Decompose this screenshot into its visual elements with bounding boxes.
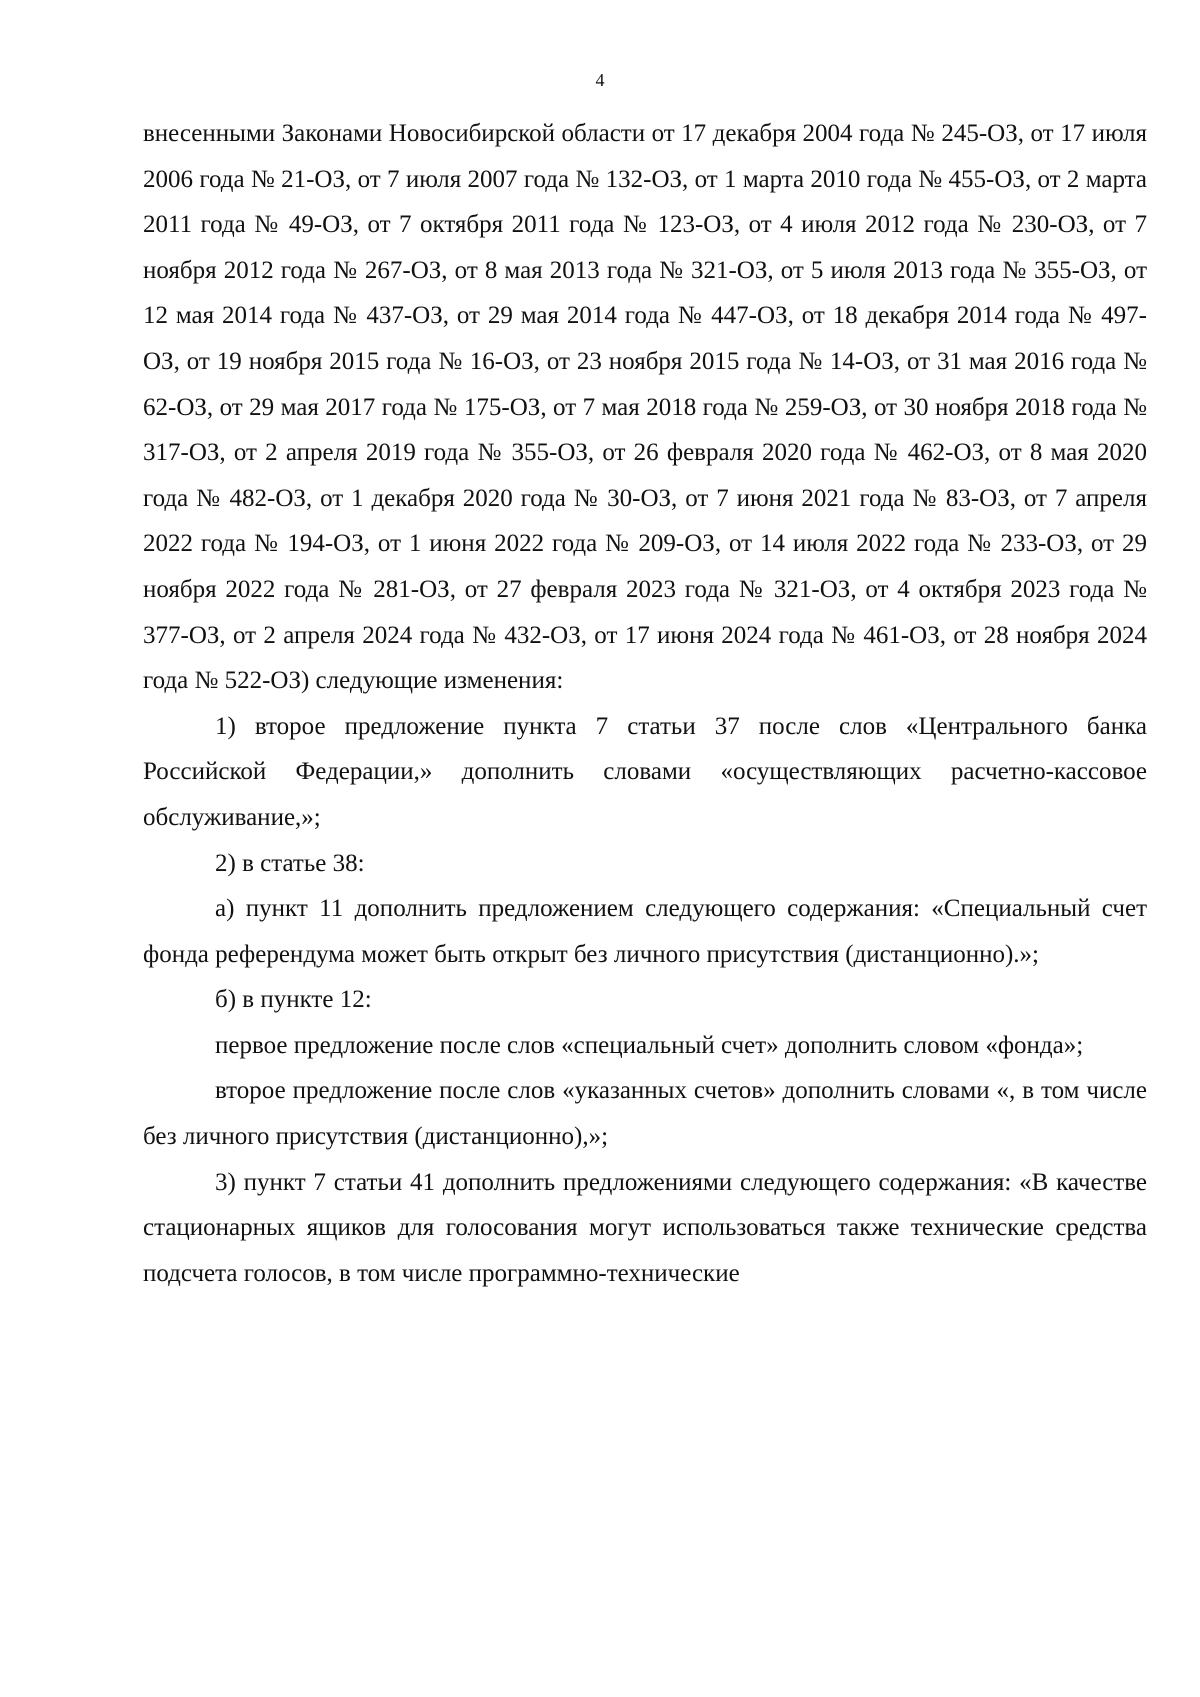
paragraph-item-2: 2) в статье 38: bbox=[215, 849, 365, 877]
paragraph-item-2b-second: второе предложение после слов «указанных счетов» дополнить словами «, в том числе без личного присутствия (дистанционно),»; bbox=[143, 1077, 1147, 1151]
paragraph-item-3: 3) пункт 7 статьи 41 дополнить предложениями следующего содержания: «В качестве стационарных ящиков для голосования могут использоваться также технические средства подсчета голосов, в том числе программно-технические bbox=[143, 1168, 1147, 1287]
paragraph-amendment-list: внесенными Законами Новосибирской области от 17 декабря 2004 года № 245-ОЗ, от 17 июля 2006 года № 21-ОЗ, от 7 июля 2007 года № 132-ОЗ, от 1 марта 2010 года № 455-ОЗ, от 2 марта 2011 года № 49-ОЗ, от 7 октября 2011 года № 123-ОЗ, от 4 июля 2012 года № 230-ОЗ, от 7 ноября 2012 года № 267-ОЗ, от 8 мая 2013 года № 321-ОЗ, от 5 июля 2013 года № 355-ОЗ, от 12 мая 2014 года № 437-ОЗ, от 29 мая 2014 года № 447-ОЗ, от 18 декабря 2014 года № 497-ОЗ, от 19 ноября 2015 года № 16-ОЗ, от 23 ноября 2015 года № 14-ОЗ, от 31 мая 2016 года № 62-ОЗ, от 29 мая 2017 года № 175-ОЗ, от 7 мая 2018 года № 259-ОЗ, от 30 ноября 2018 года № 317-ОЗ, от 2 апреля 2019 года № 355-ОЗ, от 26 февраля 2020 года № 462-ОЗ, от 8 мая 2020 года № 482-ОЗ, от 1 декабря 2020 года № 30-ОЗ, от 7 июня 2021 года № 83-ОЗ, от 7 апреля 2022 года № 194-ОЗ, от 1 июня 2022 года № 209-ОЗ, от 14 июля 2022 года № 233-ОЗ, от 29 ноября 2022 года № 281-ОЗ, от 27 февраля 2023 года № 321-ОЗ, от 4 октября 2023 года № 377-ОЗ, от 2 апреля 2024 года № 432-ОЗ, от 17 июня 2024 года № 461-ОЗ, от 28 ноября 2024 года № 522-ОЗ) следующие изменения: bbox=[143, 120, 1147, 695]
page-number: 4 bbox=[595, 70, 605, 90]
paragraph-item-2b: б) в пункте 12: bbox=[215, 986, 372, 1014]
paragraph-item-2b-first: первое предложение после слов «специальный счет» дополнить словом «фонда»; bbox=[215, 1031, 1084, 1059]
document-body bbox=[143, 111, 1147, 1296]
paragraph-item-2a: а) пункт 11 дополнить предложением следующего содержания: «Специальный счет фонда референдума может быть открыт без личного присутствия (дистанционно).»; bbox=[143, 895, 1147, 968]
paragraph-item-1: 1) второе предложение пункта 7 статьи 37 после слов «Центрального банка Российской Федерации,» дополнить словами «осуществляющих расчетно-кассовое обслуживание,»; bbox=[143, 712, 1147, 831]
